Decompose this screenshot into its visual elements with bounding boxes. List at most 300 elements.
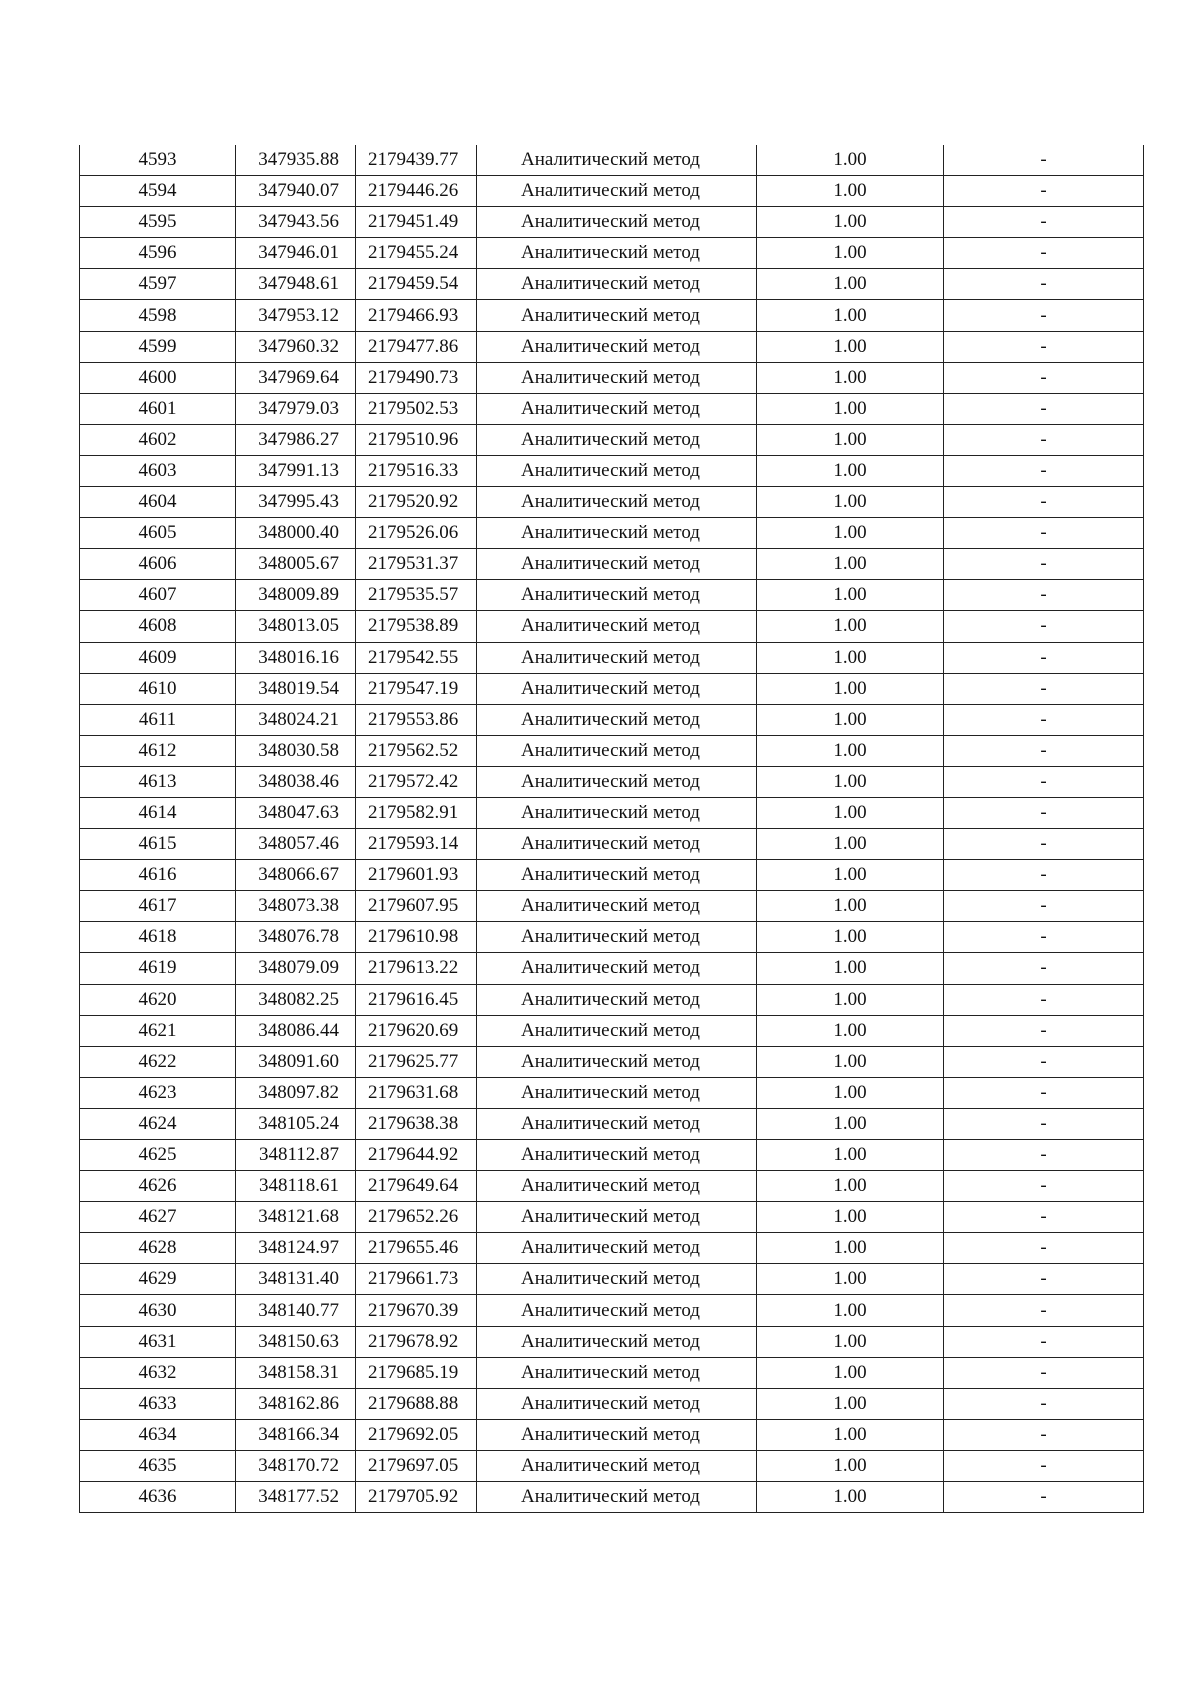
description-cell: - [944, 1295, 1144, 1326]
accuracy-cell: 1.00 [757, 176, 944, 207]
accuracy-cell: 1.00 [757, 549, 944, 580]
table-row [80, 1482, 1144, 1513]
table-row [80, 1450, 1144, 1481]
accuracy-cell: 1.00 [757, 1108, 944, 1139]
x-coordinate-cell: 347943.56 [236, 207, 356, 238]
point-number-cell: 4611 [80, 704, 236, 735]
table-row [80, 455, 1144, 486]
method-cell: Аналитический метод [477, 238, 757, 269]
method-cell: Аналитический метод [477, 362, 757, 393]
accuracy-cell: 1.00 [757, 797, 944, 828]
accuracy-cell: 1.00 [757, 766, 944, 797]
description-cell: - [944, 922, 1144, 953]
point-number-cell: 4602 [80, 424, 236, 455]
point-number-cell: 4604 [80, 487, 236, 518]
table-row [80, 953, 1144, 984]
x-coordinate-cell: 348131.40 [236, 1264, 356, 1295]
point-number-cell: 4613 [80, 766, 236, 797]
x-coordinate-cell: 348047.63 [236, 797, 356, 828]
method-cell: Аналитический метод [477, 1450, 757, 1481]
point-number-cell: 4594 [80, 176, 236, 207]
description-cell: - [944, 145, 1144, 176]
accuracy-cell: 1.00 [757, 953, 944, 984]
description-cell: - [944, 797, 1144, 828]
x-coordinate-cell: 348009.89 [236, 580, 356, 611]
accuracy-cell: 1.00 [757, 673, 944, 704]
description-cell: - [944, 829, 1144, 860]
x-coordinate-cell: 348105.24 [236, 1108, 356, 1139]
accuracy-cell: 1.00 [757, 1233, 944, 1264]
method-cell: Аналитический метод [477, 393, 757, 424]
y-coordinate-cell: 2179705.92 [356, 1482, 477, 1513]
table-row [80, 829, 1144, 860]
method-cell: Аналитический метод [477, 487, 757, 518]
accuracy-cell: 1.00 [757, 424, 944, 455]
accuracy-cell: 1.00 [757, 860, 944, 891]
point-number-cell: 4636 [80, 1482, 236, 1513]
method-cell: Аналитический метод [477, 1171, 757, 1202]
accuracy-cell: 1.00 [757, 455, 944, 486]
x-coordinate-cell: 348000.40 [236, 518, 356, 549]
description-cell: - [944, 984, 1144, 1015]
description-cell: - [944, 1264, 1144, 1295]
description-cell: - [944, 1171, 1144, 1202]
description-cell: - [944, 1388, 1144, 1419]
table-row [80, 642, 1144, 673]
method-cell: Аналитический метод [477, 922, 757, 953]
table-row [80, 1077, 1144, 1108]
table-row [80, 145, 1144, 176]
table-row [80, 704, 1144, 735]
accuracy-cell: 1.00 [757, 393, 944, 424]
x-coordinate-cell: 348091.60 [236, 1046, 356, 1077]
table-row [80, 393, 1144, 424]
method-cell: Аналитический метод [477, 1357, 757, 1388]
method-cell: Аналитический метод [477, 766, 757, 797]
x-coordinate-cell: 348019.54 [236, 673, 356, 704]
accuracy-cell: 1.00 [757, 362, 944, 393]
point-number-cell: 4625 [80, 1140, 236, 1171]
method-cell: Аналитический метод [477, 860, 757, 891]
coordinates-table [79, 145, 1144, 1513]
accuracy-cell: 1.00 [757, 1015, 944, 1046]
point-number-cell: 4601 [80, 393, 236, 424]
point-number-cell: 4607 [80, 580, 236, 611]
method-cell: Аналитический метод [477, 1233, 757, 1264]
point-number-cell: 4628 [80, 1233, 236, 1264]
x-coordinate-cell: 347953.12 [236, 300, 356, 331]
description-cell: - [944, 238, 1144, 269]
y-coordinate-cell: 2179670.39 [356, 1295, 477, 1326]
x-coordinate-cell: 348016.16 [236, 642, 356, 673]
description-cell: - [944, 269, 1144, 300]
x-coordinate-cell: 348073.38 [236, 891, 356, 922]
description-cell: - [944, 860, 1144, 891]
table-row [80, 580, 1144, 611]
table-row [80, 176, 1144, 207]
method-cell: Аналитический метод [477, 891, 757, 922]
accuracy-cell: 1.00 [757, 922, 944, 953]
x-coordinate-cell: 348024.21 [236, 704, 356, 735]
method-cell: Аналитический метод [477, 331, 757, 362]
description-cell: - [944, 176, 1144, 207]
x-coordinate-cell: 348097.82 [236, 1077, 356, 1108]
y-coordinate-cell: 2179607.95 [356, 891, 477, 922]
method-cell: Аналитический метод [477, 1108, 757, 1139]
accuracy-cell: 1.00 [757, 1077, 944, 1108]
x-coordinate-cell: 348086.44 [236, 1015, 356, 1046]
method-cell: Аналитический метод [477, 518, 757, 549]
table-row [80, 362, 1144, 393]
accuracy-cell: 1.00 [757, 891, 944, 922]
y-coordinate-cell: 2179661.73 [356, 1264, 477, 1295]
description-cell: - [944, 1357, 1144, 1388]
point-number-cell: 4623 [80, 1077, 236, 1108]
point-number-cell: 4632 [80, 1357, 236, 1388]
x-coordinate-cell: 347960.32 [236, 331, 356, 362]
y-coordinate-cell: 2179446.26 [356, 176, 477, 207]
x-coordinate-cell: 347969.64 [236, 362, 356, 393]
x-coordinate-cell: 348076.78 [236, 922, 356, 953]
y-coordinate-cell: 2179542.55 [356, 642, 477, 673]
point-number-cell: 4619 [80, 953, 236, 984]
method-cell: Аналитический метод [477, 1140, 757, 1171]
method-cell: Аналитический метод [477, 1077, 757, 1108]
accuracy-cell: 1.00 [757, 984, 944, 1015]
method-cell: Аналитический метод [477, 145, 757, 176]
y-coordinate-cell: 2179613.22 [356, 953, 477, 984]
x-coordinate-cell: 348166.34 [236, 1419, 356, 1450]
method-cell: Аналитический метод [477, 549, 757, 580]
method-cell: Аналитический метод [477, 953, 757, 984]
table-row [80, 984, 1144, 1015]
x-coordinate-cell: 348082.25 [236, 984, 356, 1015]
point-number-cell: 4616 [80, 860, 236, 891]
method-cell: Аналитический метод [477, 300, 757, 331]
y-coordinate-cell: 2179649.64 [356, 1171, 477, 1202]
x-coordinate-cell: 348177.52 [236, 1482, 356, 1513]
description-cell: - [944, 331, 1144, 362]
method-cell: Аналитический метод [477, 1264, 757, 1295]
point-number-cell: 4615 [80, 829, 236, 860]
x-coordinate-cell: 348005.67 [236, 549, 356, 580]
point-number-cell: 4635 [80, 1450, 236, 1481]
y-coordinate-cell: 2179601.93 [356, 860, 477, 891]
point-number-cell: 4629 [80, 1264, 236, 1295]
table-row [80, 766, 1144, 797]
accuracy-cell: 1.00 [757, 145, 944, 176]
point-number-cell: 4626 [80, 1171, 236, 1202]
point-number-cell: 4603 [80, 455, 236, 486]
table-row [80, 1264, 1144, 1295]
method-cell: Аналитический метод [477, 1482, 757, 1513]
point-number-cell: 4624 [80, 1108, 236, 1139]
description-cell: - [944, 487, 1144, 518]
point-number-cell: 4610 [80, 673, 236, 704]
accuracy-cell: 1.00 [757, 704, 944, 735]
y-coordinate-cell: 2179652.26 [356, 1202, 477, 1233]
table-row [80, 611, 1144, 642]
description-cell: - [944, 580, 1144, 611]
table-row [80, 1419, 1144, 1450]
y-coordinate-cell: 2179439.77 [356, 145, 477, 176]
method-cell: Аналитический метод [477, 673, 757, 704]
x-coordinate-cell: 347991.13 [236, 455, 356, 486]
description-cell: - [944, 1077, 1144, 1108]
y-coordinate-cell: 2179562.52 [356, 735, 477, 766]
accuracy-cell: 1.00 [757, 487, 944, 518]
accuracy-cell: 1.00 [757, 1140, 944, 1171]
description-cell: - [944, 735, 1144, 766]
description-cell: - [944, 953, 1144, 984]
method-cell: Аналитический метод [477, 176, 757, 207]
x-coordinate-cell: 348079.09 [236, 953, 356, 984]
table-row [80, 735, 1144, 766]
x-coordinate-cell: 348118.61 [236, 1171, 356, 1202]
description-cell: - [944, 518, 1144, 549]
table-row [80, 549, 1144, 580]
table-row [80, 300, 1144, 331]
method-cell: Аналитический метод [477, 1046, 757, 1077]
table-row [80, 238, 1144, 269]
x-coordinate-cell: 348121.68 [236, 1202, 356, 1233]
accuracy-cell: 1.00 [757, 829, 944, 860]
accuracy-cell: 1.00 [757, 1202, 944, 1233]
method-cell: Аналитический метод [477, 984, 757, 1015]
table-row [80, 1202, 1144, 1233]
y-coordinate-cell: 2179455.24 [356, 238, 477, 269]
table-row [80, 673, 1144, 704]
accuracy-cell: 1.00 [757, 611, 944, 642]
table-row [80, 207, 1144, 238]
x-coordinate-cell: 348066.67 [236, 860, 356, 891]
point-number-cell: 4597 [80, 269, 236, 300]
x-coordinate-cell: 348162.86 [236, 1388, 356, 1419]
x-coordinate-cell: 348158.31 [236, 1357, 356, 1388]
table-row [80, 1326, 1144, 1357]
point-number-cell: 4620 [80, 984, 236, 1015]
x-coordinate-cell: 348124.97 [236, 1233, 356, 1264]
point-number-cell: 4622 [80, 1046, 236, 1077]
table-row [80, 891, 1144, 922]
y-coordinate-cell: 2179451.49 [356, 207, 477, 238]
x-coordinate-cell: 347940.07 [236, 176, 356, 207]
y-coordinate-cell: 2179610.98 [356, 922, 477, 953]
description-cell: - [944, 704, 1144, 735]
point-number-cell: 4633 [80, 1388, 236, 1419]
accuracy-cell: 1.00 [757, 1388, 944, 1419]
description-cell: - [944, 673, 1144, 704]
table-row [80, 331, 1144, 362]
point-number-cell: 4634 [80, 1419, 236, 1450]
y-coordinate-cell: 2179620.69 [356, 1015, 477, 1046]
method-cell: Аналитический метод [477, 735, 757, 766]
y-coordinate-cell: 2179538.89 [356, 611, 477, 642]
accuracy-cell: 1.00 [757, 1482, 944, 1513]
point-number-cell: 4614 [80, 797, 236, 828]
x-coordinate-cell: 348150.63 [236, 1326, 356, 1357]
description-cell: - [944, 455, 1144, 486]
point-number-cell: 4617 [80, 891, 236, 922]
y-coordinate-cell: 2179502.53 [356, 393, 477, 424]
y-coordinate-cell: 2179593.14 [356, 829, 477, 860]
point-number-cell: 4618 [80, 922, 236, 953]
x-coordinate-cell: 348170.72 [236, 1450, 356, 1481]
description-cell: - [944, 207, 1144, 238]
description-cell: - [944, 891, 1144, 922]
accuracy-cell: 1.00 [757, 1046, 944, 1077]
accuracy-cell: 1.00 [757, 1419, 944, 1450]
y-coordinate-cell: 2179531.37 [356, 549, 477, 580]
accuracy-cell: 1.00 [757, 1450, 944, 1481]
accuracy-cell: 1.00 [757, 269, 944, 300]
x-coordinate-cell: 347979.03 [236, 393, 356, 424]
accuracy-cell: 1.00 [757, 735, 944, 766]
table-row [80, 269, 1144, 300]
x-coordinate-cell: 347946.01 [236, 238, 356, 269]
method-cell: Аналитический метод [477, 797, 757, 828]
y-coordinate-cell: 2179644.92 [356, 1140, 477, 1171]
y-coordinate-cell: 2179516.33 [356, 455, 477, 486]
point-number-cell: 4608 [80, 611, 236, 642]
method-cell: Аналитический метод [477, 704, 757, 735]
y-coordinate-cell: 2179678.92 [356, 1326, 477, 1357]
table-row [80, 1140, 1144, 1171]
y-coordinate-cell: 2179477.86 [356, 331, 477, 362]
x-coordinate-cell: 348140.77 [236, 1295, 356, 1326]
y-coordinate-cell: 2179655.46 [356, 1233, 477, 1264]
y-coordinate-cell: 2179510.96 [356, 424, 477, 455]
accuracy-cell: 1.00 [757, 1264, 944, 1295]
method-cell: Аналитический метод [477, 611, 757, 642]
x-coordinate-cell: 348038.46 [236, 766, 356, 797]
table-row [80, 797, 1144, 828]
x-coordinate-cell: 348013.05 [236, 611, 356, 642]
x-coordinate-cell: 348112.87 [236, 1140, 356, 1171]
method-cell: Аналитический метод [477, 1295, 757, 1326]
table-row [80, 1357, 1144, 1388]
y-coordinate-cell: 2179553.86 [356, 704, 477, 735]
x-coordinate-cell: 347935.88 [236, 145, 356, 176]
point-number-cell: 4598 [80, 300, 236, 331]
y-coordinate-cell: 2179688.88 [356, 1388, 477, 1419]
point-number-cell: 4612 [80, 735, 236, 766]
description-cell: - [944, 393, 1144, 424]
y-coordinate-cell: 2179692.05 [356, 1419, 477, 1450]
description-cell: - [944, 549, 1144, 580]
method-cell: Аналитический метод [477, 1202, 757, 1233]
table-row [80, 1233, 1144, 1264]
description-cell: - [944, 1233, 1144, 1264]
description-cell: - [944, 1202, 1144, 1233]
coordinates-table-body [80, 145, 1144, 1513]
description-cell: - [944, 424, 1144, 455]
table-row [80, 518, 1144, 549]
table-row [80, 1171, 1144, 1202]
y-coordinate-cell: 2179582.91 [356, 797, 477, 828]
accuracy-cell: 1.00 [757, 300, 944, 331]
y-coordinate-cell: 2179638.38 [356, 1108, 477, 1139]
accuracy-cell: 1.00 [757, 1357, 944, 1388]
accuracy-cell: 1.00 [757, 518, 944, 549]
table-row [80, 424, 1144, 455]
accuracy-cell: 1.00 [757, 642, 944, 673]
table-row [80, 860, 1144, 891]
method-cell: Аналитический метод [477, 1388, 757, 1419]
method-cell: Аналитический метод [477, 829, 757, 860]
point-number-cell: 4596 [80, 238, 236, 269]
description-cell: - [944, 766, 1144, 797]
description-cell: - [944, 1015, 1144, 1046]
method-cell: Аналитический метод [477, 455, 757, 486]
x-coordinate-cell: 348057.46 [236, 829, 356, 860]
y-coordinate-cell: 2179526.06 [356, 518, 477, 549]
method-cell: Аналитический метод [477, 1015, 757, 1046]
method-cell: Аналитический метод [477, 642, 757, 673]
description-cell: - [944, 1326, 1144, 1357]
y-coordinate-cell: 2179459.54 [356, 269, 477, 300]
y-coordinate-cell: 2179572.42 [356, 766, 477, 797]
table-row [80, 487, 1144, 518]
description-cell: - [944, 611, 1144, 642]
point-number-cell: 4621 [80, 1015, 236, 1046]
description-cell: - [944, 1450, 1144, 1481]
x-coordinate-cell: 347986.27 [236, 424, 356, 455]
accuracy-cell: 1.00 [757, 207, 944, 238]
description-cell: - [944, 300, 1144, 331]
table-row [80, 922, 1144, 953]
y-coordinate-cell: 2179625.77 [356, 1046, 477, 1077]
y-coordinate-cell: 2179631.68 [356, 1077, 477, 1108]
method-cell: Аналитический метод [477, 1419, 757, 1450]
table-row [80, 1295, 1144, 1326]
x-coordinate-cell: 347995.43 [236, 487, 356, 518]
point-number-cell: 4606 [80, 549, 236, 580]
y-coordinate-cell: 2179520.92 [356, 487, 477, 518]
method-cell: Аналитический метод [477, 424, 757, 455]
table-row [80, 1046, 1144, 1077]
table-row [80, 1108, 1144, 1139]
description-cell: - [944, 1482, 1144, 1513]
table-row [80, 1388, 1144, 1419]
y-coordinate-cell: 2179490.73 [356, 362, 477, 393]
y-coordinate-cell: 2179466.93 [356, 300, 477, 331]
table-row [80, 1015, 1144, 1046]
y-coordinate-cell: 2179697.05 [356, 1450, 477, 1481]
point-number-cell: 4593 [80, 145, 236, 176]
method-cell: Аналитический метод [477, 207, 757, 238]
x-coordinate-cell: 347948.61 [236, 269, 356, 300]
method-cell: Аналитический метод [477, 1326, 757, 1357]
description-cell: - [944, 362, 1144, 393]
accuracy-cell: 1.00 [757, 1171, 944, 1202]
accuracy-cell: 1.00 [757, 580, 944, 611]
accuracy-cell: 1.00 [757, 1295, 944, 1326]
description-cell: - [944, 642, 1144, 673]
y-coordinate-cell: 2179616.45 [356, 984, 477, 1015]
accuracy-cell: 1.00 [757, 331, 944, 362]
description-cell: - [944, 1108, 1144, 1139]
point-number-cell: 4627 [80, 1202, 236, 1233]
description-cell: - [944, 1140, 1144, 1171]
y-coordinate-cell: 2179685.19 [356, 1357, 477, 1388]
point-number-cell: 4609 [80, 642, 236, 673]
point-number-cell: 4599 [80, 331, 236, 362]
description-cell: - [944, 1419, 1144, 1450]
description-cell: - [944, 1046, 1144, 1077]
method-cell: Аналитический метод [477, 580, 757, 611]
point-number-cell: 4595 [80, 207, 236, 238]
